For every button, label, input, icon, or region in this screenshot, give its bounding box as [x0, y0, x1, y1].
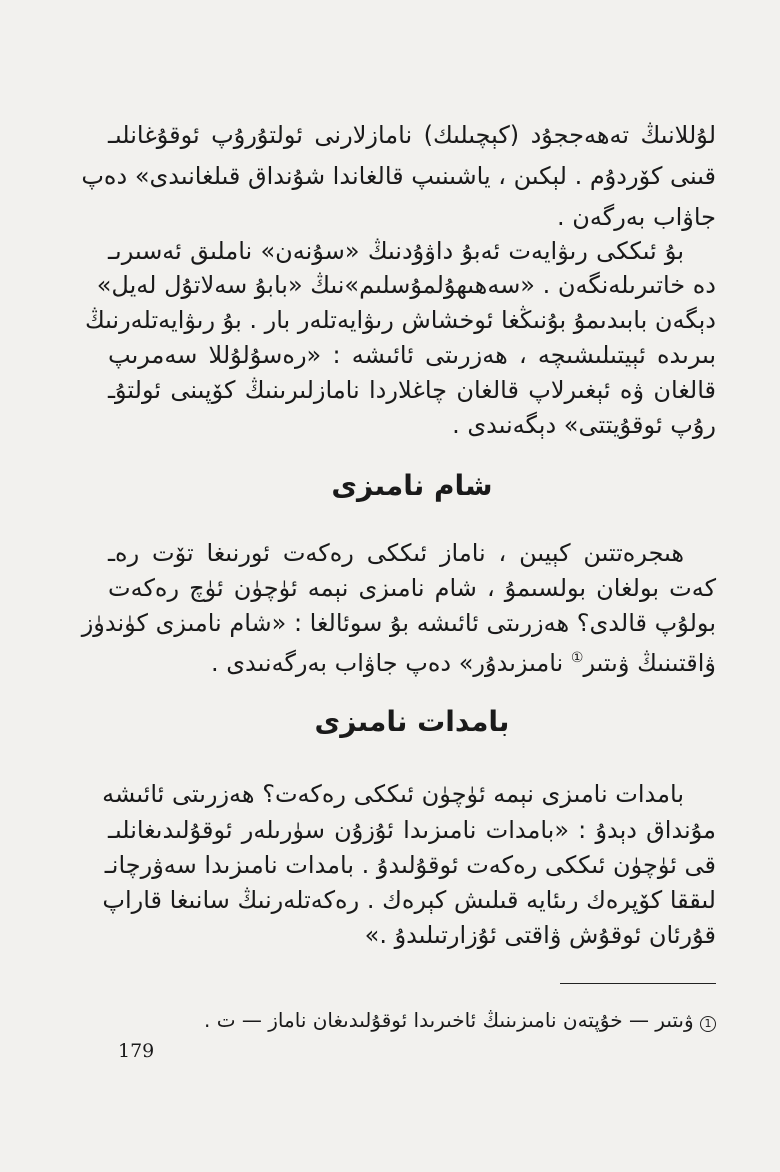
section-heading-fajr: بامدات نامىزى: [314, 705, 510, 738]
paragraph-1-line: لۇللانىڭ تەھەججۇد (كېچىلىك) نامازلارنى ئولتۇرۇپ ئوقۇغانلىـ: [108, 121, 716, 149]
paragraph-4-line: بامدات نامىزى نېمە ئۈچۈن ئىككى رەكەت؟ ھەزرىتى ئائىشە: [102, 780, 684, 808]
section-heading-maghrib: شام نامىزى: [331, 469, 493, 502]
paragraph-2-line: دېگەن بابىدىمۇ بۇنىڭغا ئوخشاش رىۋايەتلەر بار . بۇ رىۋايەتلەرنىڭ: [84, 306, 716, 334]
paragraph-4-line: قى ئۈچۈن ئىككى رەكەت ئوقۇلىدۇ . بامدات نامىزىدا سەۋرچانـ: [104, 851, 716, 879]
footnote: [108, 1005, 716, 1035]
paragraph-3-last-prefix: ۋاقتىنىڭ ۋىتىر: [583, 649, 716, 677]
paragraph-4-line: لىققا كۆپرەك رىئايە قىلىش كېرەك . رەكەتلەرنىڭ سانىغا قاراپ: [102, 886, 716, 914]
paragraph-3-line: [108, 641, 716, 680]
paragraph-2-line: رۇپ ئوقۇيتتى» دېگەنىدى .: [452, 411, 716, 439]
paragraph-3-line: كەت بولغان بولسىمۇ ، شام نامىزى نېمە ئۈچۈن ئۈچ رەكەت: [108, 574, 716, 602]
paragraph-2-line: قالغان ۋە ئېغىرلاپ قالغان چاغلاردا نامازلىرىنىڭ كۆپىنى ئولتۇـ: [108, 376, 716, 404]
footnote-separator: [560, 983, 716, 984]
paragraph-2-line: دە خاتىرىلەنگەن . «سەھىھۇلمۇسلىم»نىڭ «بابۇ سەلاتۇل لەيل»: [96, 271, 716, 299]
paragraph-3-last-rest: نامىزىدۇر» دەپ جاۋاب بەرگەنىدى .: [211, 649, 564, 677]
footnote-marker: ①: [570, 650, 584, 666]
paragraph-4-line: مۇنداق دېدۇ : «بامدات نامىزىدا ئۇزۇن سۈرىلەر ئوقۇلىدىغانلىـ: [108, 816, 716, 844]
footnote-number: 1: [700, 1016, 716, 1032]
paragraph-2-line: بىرىدە ئېيتىلىشىچە ، ھەزرىتى ئائىشە : «رەسۇلۇللا سەمرىپ: [108, 341, 716, 369]
paragraph-3-line: بولۇپ قالدى؟ ھەزرىتى ئائىشە بۇ سوئالغا : «شام نامىزى كۈندۈز: [81, 609, 716, 637]
page-number: 179: [118, 1040, 155, 1062]
paragraph-2-line: بۇ ئىككى رىۋايەت ئەبۇ داۋۇدنىڭ «سۇنەن» ناملىق ئەسىرىـ: [108, 237, 684, 265]
paragraph-3-line: ھىجرەتتىن كېيىن ، ناماز ئىككى رەكەت ئورنىغا تۆت رەـ: [108, 539, 684, 567]
footnote-text: ۋىتىر — خۇپتەن نامىزىنىڭ ئاخىرىدا ئوقۇلىدىغان ناماز — ت .: [204, 1008, 694, 1032]
paragraph-1-line: جاۋاب بەرگەن .: [557, 203, 716, 231]
paragraph-4-line: قۇرئان ئوقۇش ۋاقتى ئۇزارتىلىدۇ .»: [364, 921, 716, 949]
paragraph-1-line: قىنى كۆردۇم . لېكىن ، ياشىنىپ قالغاندا شۇنداق قىلغانىدى» دەپ: [81, 162, 716, 190]
